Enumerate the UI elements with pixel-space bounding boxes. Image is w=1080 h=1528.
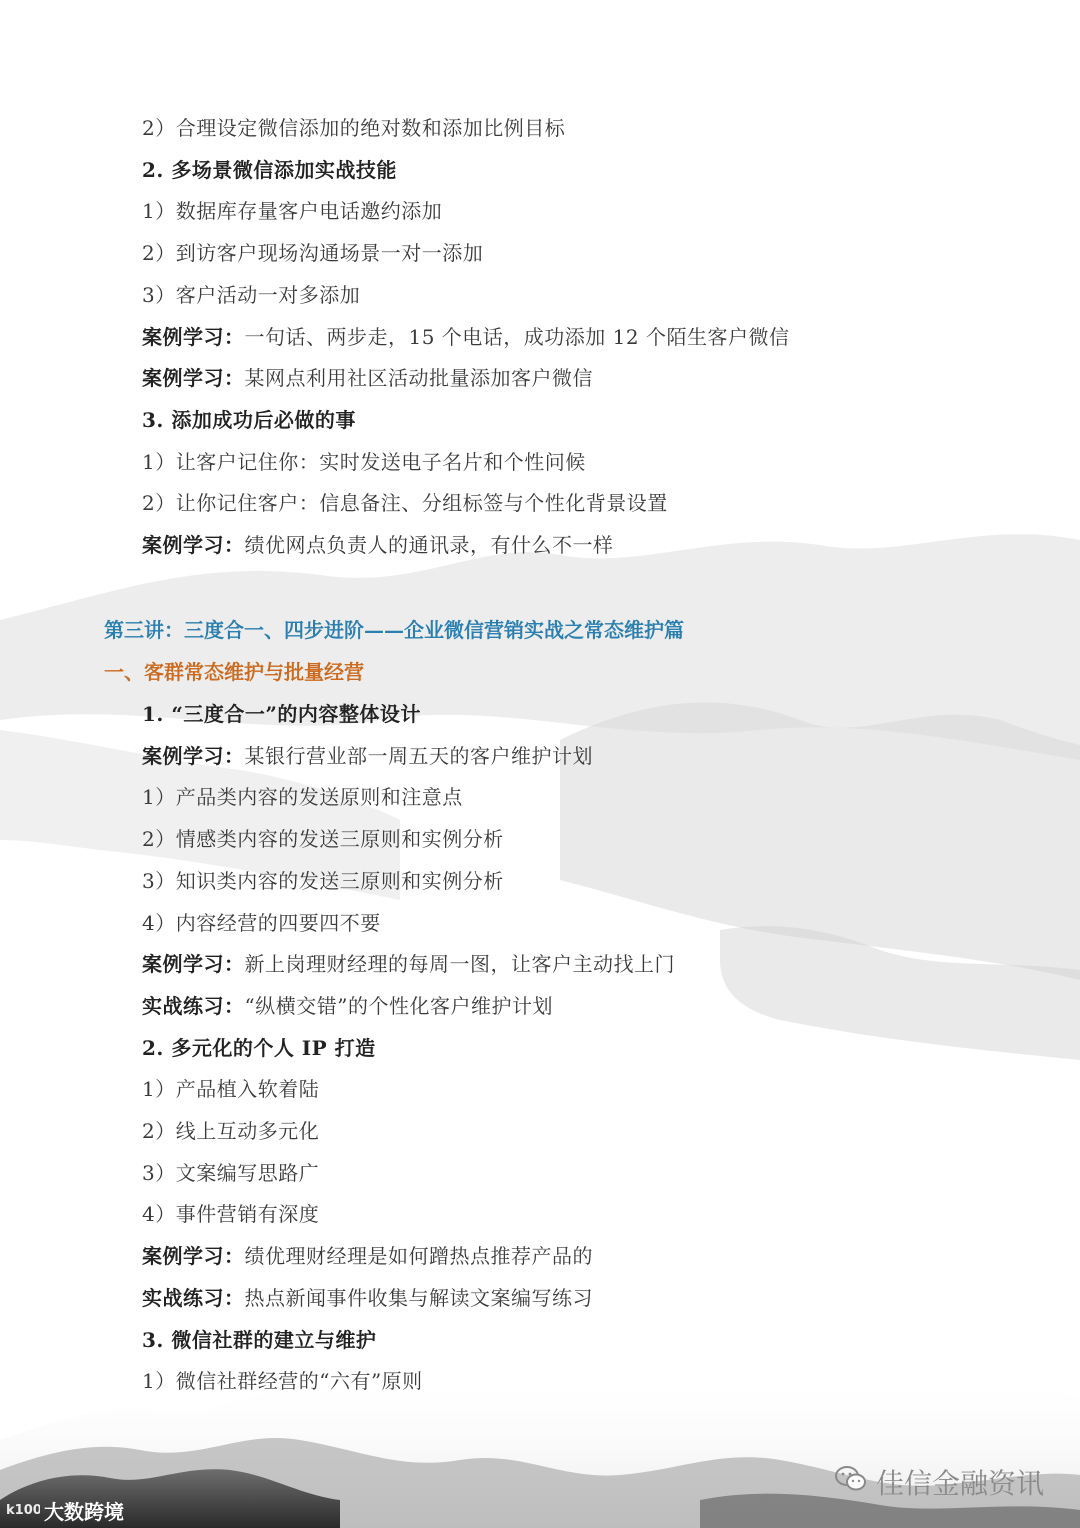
line-text: 绩优理财经理是如何蹭热点推荐产品的 (244, 1244, 593, 1269)
case-label: 案例学习： (142, 743, 245, 768)
watermark-left (6, 1496, 124, 1525)
line-text: 某网点利用社区活动批量添加客户微信 (244, 366, 593, 391)
outline-item (142, 783, 463, 811)
case-line (142, 950, 675, 978)
line-text: 2）到访客户现场沟通场景一对一添加 (142, 241, 484, 266)
outline-item (142, 281, 360, 309)
subsection-title: 一、客群常态维护与批量经营 (104, 660, 364, 684)
case-label: 实战练习： (142, 993, 245, 1018)
outline-heading (142, 1326, 376, 1354)
case-line (142, 531, 614, 559)
case-label: 案例学习： (142, 324, 245, 349)
outline-heading (142, 1034, 376, 1062)
line-text: 3）客户活动一对多添加 (142, 282, 361, 307)
line-text: 1）微信社群经营的“六有”原则 (142, 1369, 423, 1394)
line-text: 2）合理设定微信添加的绝对数和添加比例目标 (142, 116, 566, 140)
section-title: 第三讲：三度合一、四步进阶——企业微信营销实战之常态维护篇 (104, 618, 684, 642)
outline-item (142, 114, 565, 142)
line-text: 2）让你记住客户：信息备注、分组标签与个性化背景设置 (142, 491, 668, 516)
case-label: 案例学习： (142, 366, 245, 391)
case-line (142, 992, 553, 1020)
outline-heading (142, 700, 421, 728)
line-text: 3. 添加成功后必做的事 (142, 407, 356, 432)
outline-item (142, 1159, 319, 1187)
case-label: 实战练习： (142, 1285, 245, 1310)
outline-heading (142, 406, 356, 434)
case-line (142, 323, 789, 351)
case-line (142, 742, 593, 770)
line-text: “纵横交错”的个性化客户维护计划 (244, 993, 553, 1018)
line-text: 新上岗理财经理的每周一图，让客户主动找上门 (244, 952, 675, 977)
outline-item (142, 1200, 319, 1228)
line-text: 2）线上互动多元化 (142, 1119, 320, 1143)
line-text: 3. 微信社群的建立与维护 (142, 1327, 377, 1352)
line-text: 3）知识类内容的发送三原则和实例分析 (142, 868, 504, 893)
line-text: 2. 多场景微信添加实战技能 (142, 157, 397, 182)
outline-item (142, 825, 504, 853)
line-text: 绩优网点负责人的通讯录，有什么不一样 (244, 533, 614, 557)
outline-item (142, 1367, 423, 1395)
line-text: 1）让客户记住你：实时发送电子名片和个性问候 (142, 449, 586, 474)
line-text: 1）产品植入软着陆 (142, 1077, 320, 1102)
case-line (142, 364, 593, 392)
line-text: 4）内容经营的四要四不要 (142, 910, 381, 935)
line-text: 1）产品类内容的发送原则和注意点 (142, 785, 463, 810)
watermark-right-text: 佳信金融资讯 (875, 1467, 1044, 1500)
outline-item (142, 489, 668, 517)
brand-logo-icon (6, 1500, 40, 1522)
case-label: 案例学习： (142, 533, 245, 557)
wechat-icon (834, 1465, 868, 1500)
watermark-right (834, 1462, 1044, 1502)
case-line (142, 1284, 593, 1312)
outline-item (142, 909, 381, 937)
watermark-left-text: 大数跨境 (44, 1500, 124, 1524)
line-text: 2）情感类内容的发送三原则和实例分析 (142, 827, 504, 852)
outline-heading (142, 156, 397, 184)
line-text: 1）数据库存量客户电话邀约添加 (142, 199, 443, 224)
outline-item (142, 1117, 319, 1145)
outline-item (142, 448, 586, 476)
case-line (142, 1242, 593, 1270)
line-text: 3）文案编写思路广 (142, 1160, 320, 1185)
line-text: 4）事件营销有深度 (142, 1202, 320, 1227)
svg-text:k100: k100 (6, 1502, 40, 1518)
outline-item (142, 197, 442, 225)
outline-item (142, 1075, 319, 1103)
line-text: 一句话、两步走，15 个电话，成功添加 12 个陌生客户微信 (244, 324, 790, 349)
line-text: 某银行营业部一周五天的客户维护计划 (244, 743, 593, 768)
case-label: 案例学习： (142, 1244, 245, 1269)
line-text: 2. 多元化的个人 IP 打造 (142, 1035, 376, 1060)
outline-item (142, 867, 504, 895)
line-text: 1. “三度合一”的内容整体设计 (142, 702, 421, 726)
outline-item (142, 239, 483, 267)
case-label: 案例学习： (142, 952, 245, 977)
line-text: 热点新闻事件收集与解读文案编写练习 (244, 1285, 593, 1310)
